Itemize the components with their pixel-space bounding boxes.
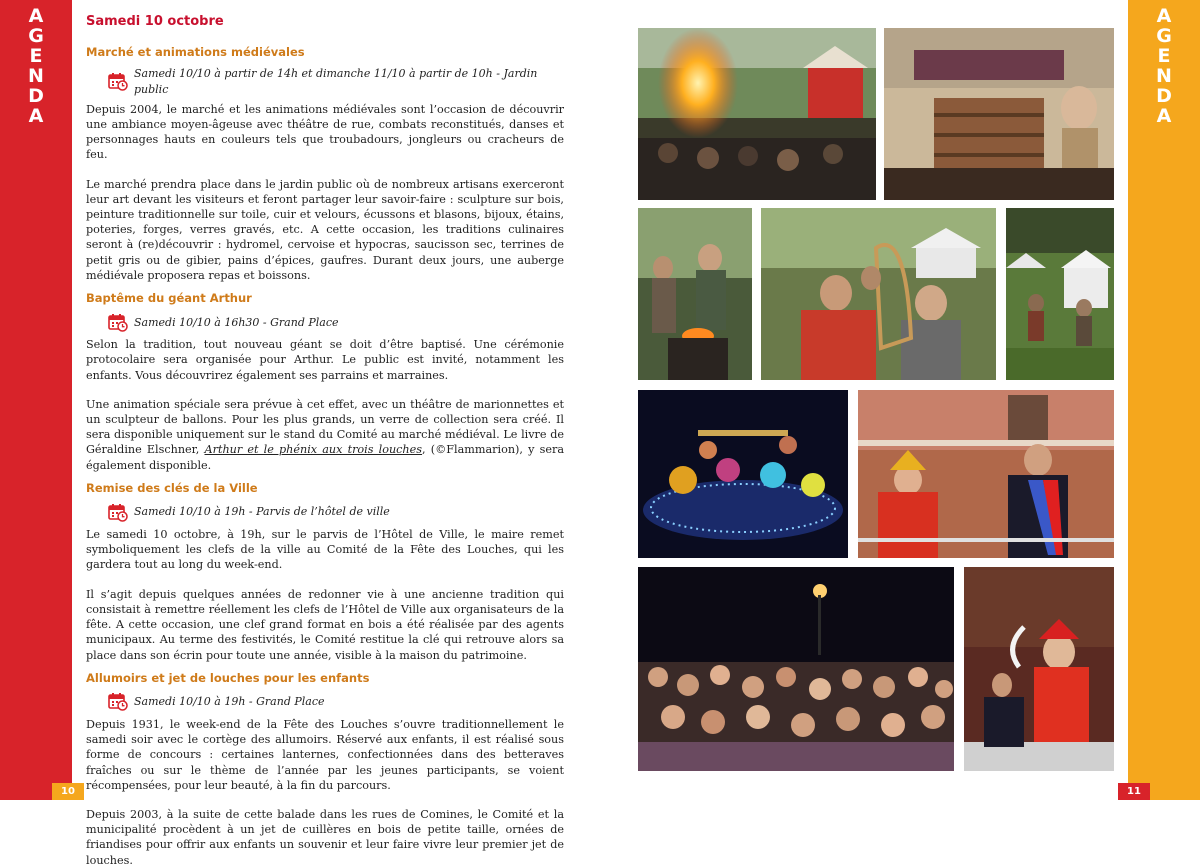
book-title-link[interactable]: Arthur et le phénix aux trois louches	[204, 443, 423, 457]
section-title: Remise des clés de la Ville	[86, 480, 258, 495]
calendar-clock-icon	[108, 72, 128, 91]
event-date-text: Samedi 10/10 à 19h - Grand Place	[134, 695, 325, 709]
leather-shoes-stall-photo	[884, 28, 1114, 200]
section-paragraph: Il s’agit depuis quelques années de redonner vie à une ancienne tradition qui consistait à remettre réellement les clefs de l’Hôtel de Ville aux organisateurs de la fête. A cette occasion, une clef grand format en bois a été réalisée par des agents municipaux. Au terme des festivités, le Comité restitue la clé qui retrouve alors sa place dans son écrin pour toute une année, visible à la maison du patrimoine.	[86, 587, 564, 662]
left-agenda-letter: N	[28, 65, 44, 87]
crowd-night-photo	[638, 567, 954, 771]
right-agenda-letter: A	[1156, 5, 1172, 27]
right-agenda-letter: E	[1157, 45, 1171, 67]
left-agenda-letter: E	[29, 45, 43, 67]
page-number-right: 11	[1118, 783, 1150, 800]
mayor-jester-photo	[858, 390, 1114, 558]
paragraph-text: , (©Flammarion), y sera également disponible.	[86, 443, 564, 472]
left-agenda-label	[14, 6, 58, 126]
left-agenda-letter: G	[28, 25, 44, 47]
harpist-musicians-photo	[761, 208, 996, 380]
event-date-line	[108, 502, 564, 522]
left-agenda-letter: A	[28, 105, 44, 127]
right-agenda-letter: D	[1156, 85, 1172, 107]
section-paragraph: Depuis 1931, le week-end de la Fête des Louches s’ouvre traditionnellement le samedi soir avec le cortège des allumoirs. Réservé aux enfants, il est réalisé sous forme de concours : certaines lanternes, confectionnées dans des betteraves fraîches ou sur le thème de l’année par les jeunes participants, se voient récompensées, pour leur beauté, à la fin du parcours.	[86, 717, 564, 792]
event-date-text: Samedi 10/10 à 16h30 - Grand Place	[134, 315, 339, 329]
page-number-left: 10	[52, 783, 84, 800]
left-agenda-letter: D	[28, 85, 44, 107]
event-date-text: Samedi 10/10 à 19h - Parvis de l’hôtel de ville	[134, 505, 390, 519]
section-paragraph: Depuis 2003, à la suite de cette balade dans les rues de Comines, le Comité et la municipalité procèdent à un jet de cuillères en bois de petite taille, ornées de friandises pour offrir aux enfants un souvenir et leur faire vivre leur premier jet de louches.	[86, 807, 564, 867]
jester-balcony-photo	[964, 567, 1114, 771]
section-paragraph	[86, 397, 564, 473]
right-agenda-letter: G	[1156, 25, 1172, 47]
day-title: Samedi 10 octobre	[86, 14, 224, 29]
section-paragraph: Selon la tradition, tout nouveau géant se doit d’être baptisé. Une cérémonie protocolaire sera organisée pour Arthur. Le public est invité, notamment les enfants. Vous découvrirez également ses parrains et marraines.	[86, 338, 564, 382]
event-date-line	[108, 692, 564, 712]
event-date-line	[108, 312, 564, 332]
section-paragraph: Le marché prendra place dans le jardin public où de nombreux artisans exerceront leur art devant les visiteurs et feront partager leur savoir-faire : sculpture sur bois, peinture traditionnelle sur toile, cuir et velours, écussons et blasons, bijoux, étains, poteries, forges, verres gravés, etc. A cette occasion, les traditions culinaires seront à (re)découvrir : hydromel, cervoise et hypocras, saucisson sec, terrines de petit gris ou de gibier, pains d’épices, gaufres. Durant deux jours, une auberge médiévale proposera repas et boissons.	[86, 177, 564, 282]
event-date-line	[108, 66, 564, 96]
tents-combat-photo	[1006, 208, 1114, 380]
right-agenda-letter: A	[1156, 105, 1172, 127]
section-paragraph: Depuis 2004, le marché et les animations médiévales sont l’occasion de découvrir une ambiance moyen-âgeuse avec théâtre de rue, combats reconstitués, danses et personnages hauts en couleurs tels que troubadours, jongleurs ou cracheurs de feu.	[86, 102, 564, 162]
section-paragraph: Le samedi 10 octobre, à 19h, sur le parvis de l’Hôtel de Ville, le maire remet symboliquement les clefs de la ville au Comité de la Fête des Louches, qui les gardera tout au long du week-end.	[86, 528, 564, 572]
fairground-ride-photo	[638, 390, 848, 558]
fire-breather-photo	[638, 28, 876, 200]
left-agenda-letter: A	[28, 5, 44, 27]
blacksmith-photo	[638, 208, 752, 380]
agenda-text-column	[86, 14, 564, 868]
paragraph-text: Une animation spéciale sera prévue à cet effet, avec un théâtre de marionnettes et un sculpteur de ballons. Pour les plus grands, un verre de collection sera créé. Il sera disponible uniquement sur le stand du Comité au marché médiéval. Le livre de Géraldine Elschner,	[86, 397, 564, 457]
calendar-clock-icon	[108, 692, 128, 711]
section-title: Marché et animations médiévales	[86, 45, 305, 60]
section-title: Baptême du géant Arthur	[86, 291, 252, 306]
calendar-clock-icon	[108, 313, 128, 332]
calendar-clock-icon	[108, 503, 128, 522]
right-agenda-label	[1142, 6, 1186, 126]
section-title: Allumoirs et jet de louches pour les enfants	[86, 670, 370, 685]
event-date-text: Samedi 10/10 à partir de 14h et dimanche 11/10 à partir de 10h - Jardin public	[134, 67, 538, 96]
right-agenda-letter: N	[1156, 65, 1172, 87]
left-agenda-band	[0, 0, 72, 800]
right-agenda-band	[1128, 0, 1200, 800]
